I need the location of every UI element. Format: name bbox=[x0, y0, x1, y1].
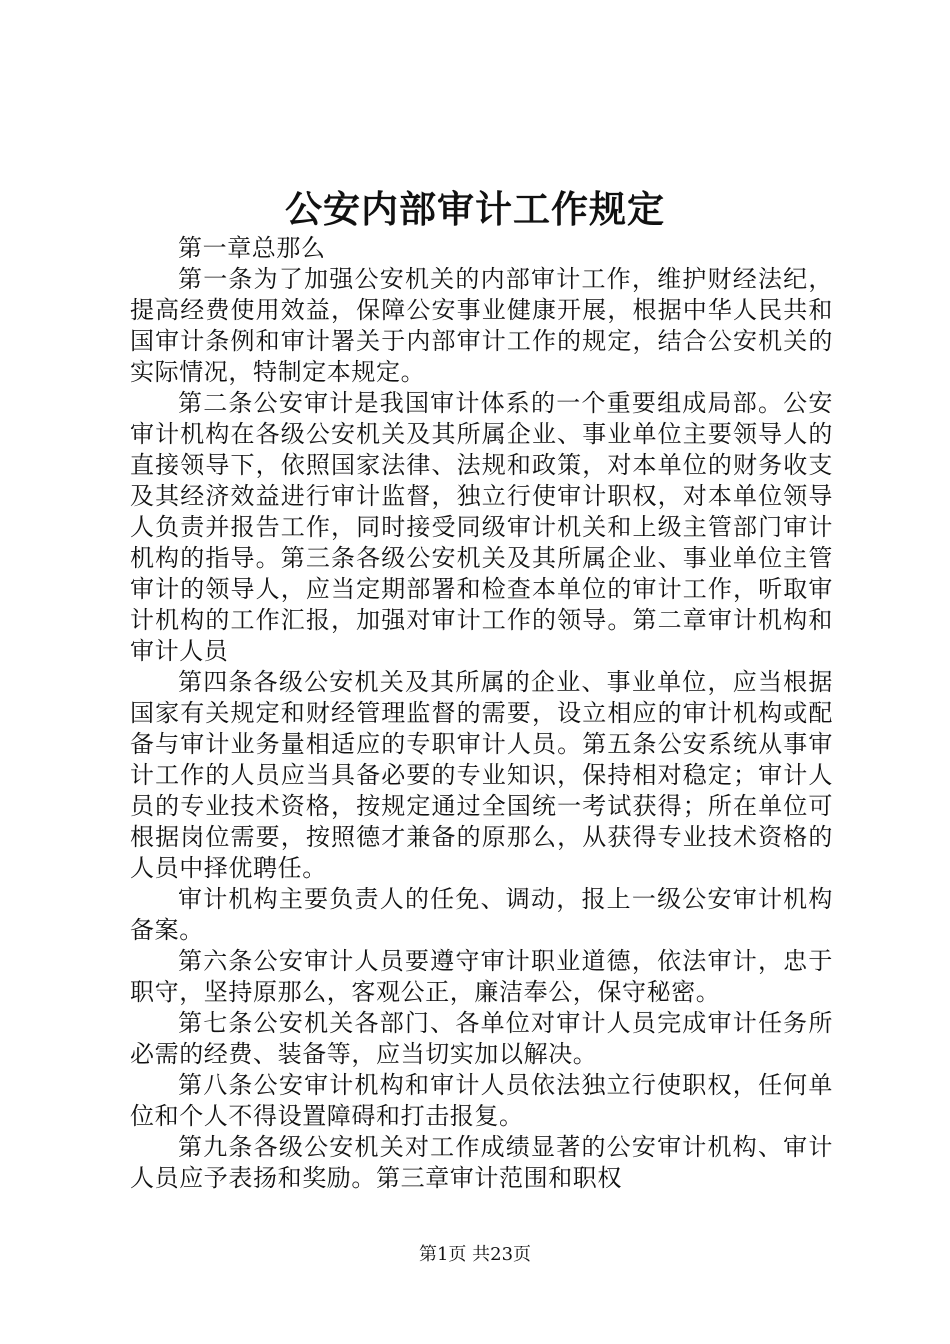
paragraph: 第六条公安审计人员要遵守审计职业道德，依法审计，忠于职守，坚持原那么，客观公正，廉洁奉公，保守秘密。 bbox=[130, 947, 833, 1006]
paragraph: 第八条公安审计机构和审计人员依法独立行使职权，任何单位和个人不得设置障碍和打击报复。 bbox=[130, 1071, 833, 1130]
paragraph: 第二条公安审计是我国审计体系的一个重要组成局部。公安审计机构在各级公安机关及其所属企业、事业单位主要领导人的直接领导下，依照国家法律、法规和政策，对本单位的财务收支及其经济效益进行审计监督，独立行使审计职权，对本单位领导人负责并报告工作，同时接受同级审计机关和上级主管部门审计机构的指导。第三条各级公安机关及其所属企业、事业单位主管审计的领导人，应当定期部署和检查本单位的审计工作，听取审计机构的工作汇报，加强对审计工作的领导。第二章审计机构和审计人员 bbox=[130, 389, 833, 665]
paragraph: 第一章总那么 bbox=[178, 234, 326, 262]
paragraph: 第九条各级公安机关对工作成绩显著的公安审计机构、审计人员应予表扬和奖励。第三章审计范围和职权 bbox=[130, 1133, 833, 1192]
paragraph: 第七条公安机关各部门、各单位对审计人员完成审计任务所必需的经费、装备等，应当切实加以解决。 bbox=[130, 1009, 833, 1068]
paragraph: 第四条各级公安机关及其所属的企业、事业单位，应当根据国家有关规定和财经管理监督的需要，设立相应的审计机构或配备与审计业务量相适应的专职审计人员。第五条公安系统从事审计工作的人员应当具备必要的专业知识，保持相对稳定；审计人员的专业技术资格，按规定通过全国统一考试获得；所在单位可根据岗位需要，按照德才兼备的原那么，从获得专业技术资格的人员中择优聘任。 bbox=[130, 668, 833, 882]
page-number-footer: 第1页 共23页 bbox=[418, 1244, 532, 1265]
paragraph: 第一条为了加强公安机关的内部审计工作，维护财经法纪，提高经费使用效益，保障公安事业健康开展，根据中华人民共和国审计条例和审计署关于内部审计工作的规定，结合公安机关的实际情况，特制定本规定。 bbox=[130, 265, 833, 386]
document-body bbox=[130, 233, 833, 1194]
paragraph: 审计机构主要负责人的任免、调动，报上一级公安审计机构备案。 bbox=[130, 885, 833, 944]
document-title: 公安内部审计工作规定 bbox=[285, 187, 665, 231]
